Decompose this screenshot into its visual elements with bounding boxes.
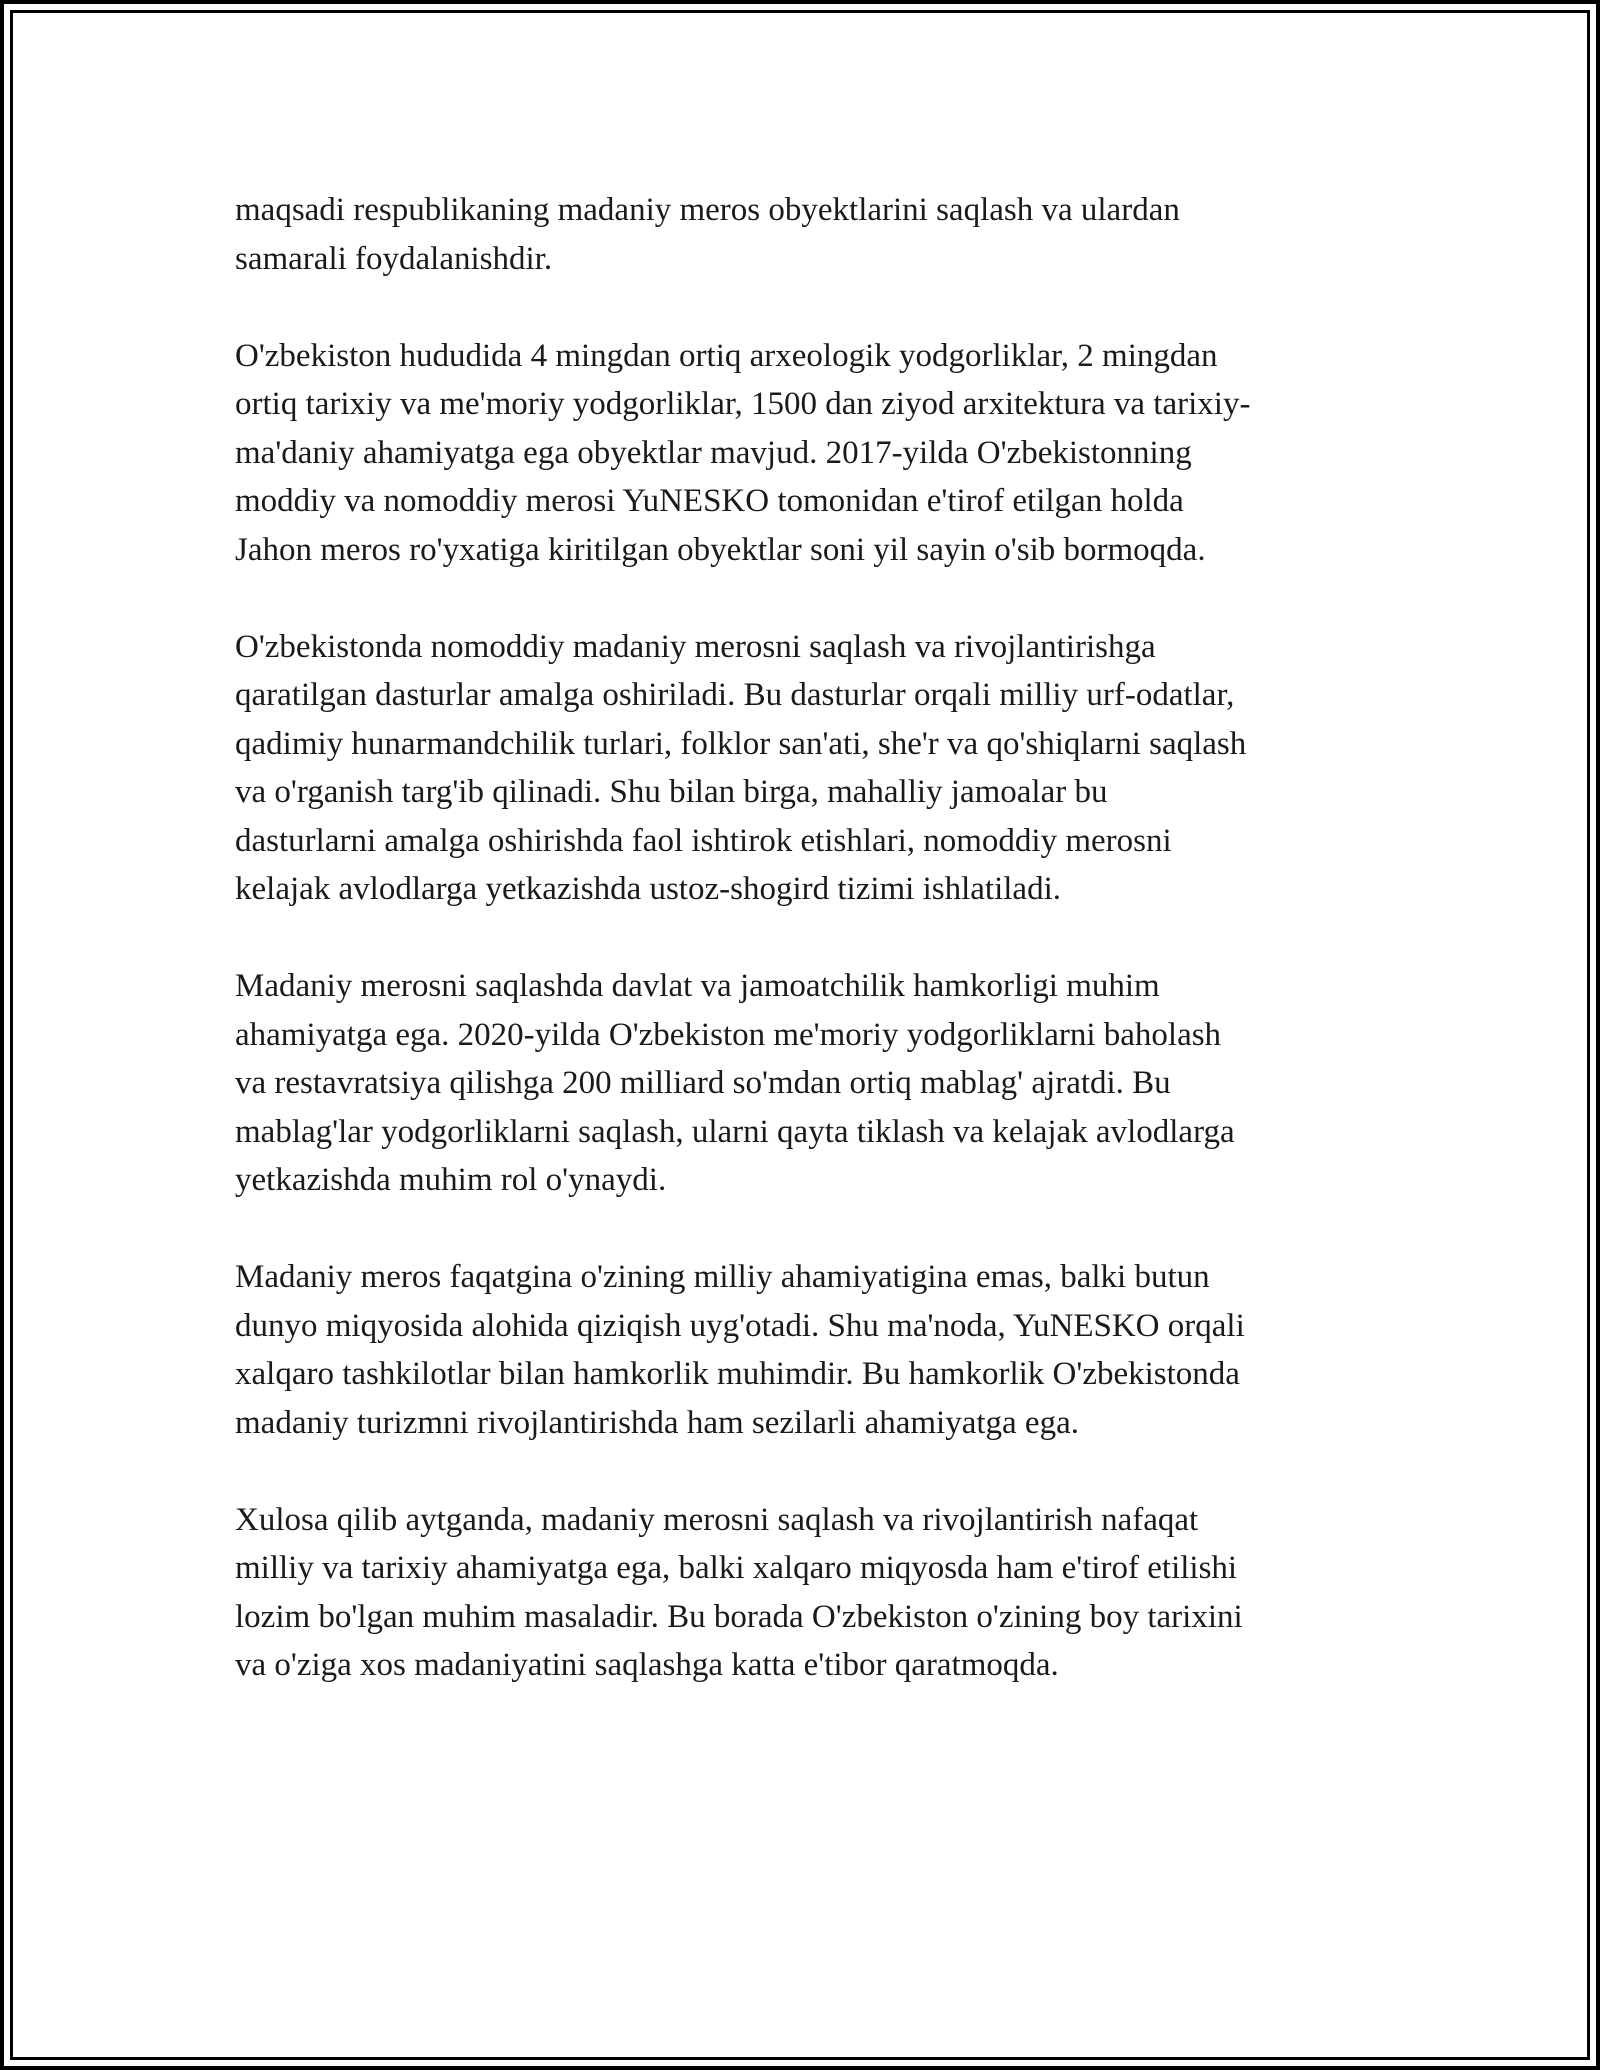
paragraph-6: Xulosa qilib aytganda, madaniy merosni saqlash va rivojlantirish nafaqat milliy va tarixiy ahamiyatga ega, balki xalqaro miqyosda ham e'tirof etilishi lozim bo'lgan muhim masaladir. Bu borada O'zbekiston o'zining boy tarixini va o'ziga xos madaniyatini saqlashga katta e'tibor qaratmoqda.: [235, 1501, 1243, 1683]
paragraph-3: O'zbekistonda nomoddiy madaniy merosni saqlash va rivojlantirishga qaratilgan dasturlar amalga oshiriladi. Bu dasturlar orqali milliy urf-odatlar, qadimiy hunarmandchilik turlari, folklor san'ati, she'r va qo'shiqlarni saqlash va o'rganish targ'ib qilinadi. Shu bilan birga, mahalliy jamoalar bu dasturlarni amalga oshirishda faol ishtirok etishlari, nomoddiy merosni kelajak avlodlarga yetkazishda ustoz-shogird tizimi ishlatiladi.: [235, 628, 1247, 907]
paragraph-1: maqsadi respublikaning madaniy meros obyektlarini saqlash va ulardan samarali foydalanishdir.: [235, 192, 1180, 277]
paragraph-2: O'zbekiston hududida 4 mingdan ortiq arxeologik yodgorliklar, 2 mingdan ortiq tarixiy va me'moriy yodgorliklar, 1500 dan ziyod arxitektura va tarixiy- ma'daniy ahamiyatga ega obyektlar mavjud. 2017-yilda O'zbekistonning moddiy va nomoddiy merosi YuNESKO tomonidan e'tirof etilgan holda Jahon meros ro'yxatiga kiritilgan obyektlar soni yil sayin o'sib bormoqda.: [235, 337, 1251, 568]
paragraph-5: Madaniy meros faqatgina o'zining milliy ahamiyatigina emas, balki butun dunyo miqyosida alohida qiziqish uyg'otadi. Shu ma'noda, YuNESKO orqali xalqaro tashkilotlar bilan hamkorlik muhimdir. Bu hamkorlik O'zbekistonda madaniy turizmni rivojlantirishda ham sezilarli ahamiyatga ega.: [235, 1259, 1245, 1441]
document-body: [235, 186, 1370, 1690]
paragraph-4: Madaniy merosni saqlashda davlat va jamoatchilik hamkorligi muhim ahamiyatga ega. 2020-yilda O'zbekiston me'moriy yodgorliklarni baholash va restavratsiya qilishga 200 milliard so'mdan ortiq mablag' ajratdi. Bu mablag'lar yodgorliklarni saqlash, ularni qayta tiklash va kelajak avlodlarga yetkazishda muhim rol o'ynaydi.: [235, 968, 1235, 1198]
